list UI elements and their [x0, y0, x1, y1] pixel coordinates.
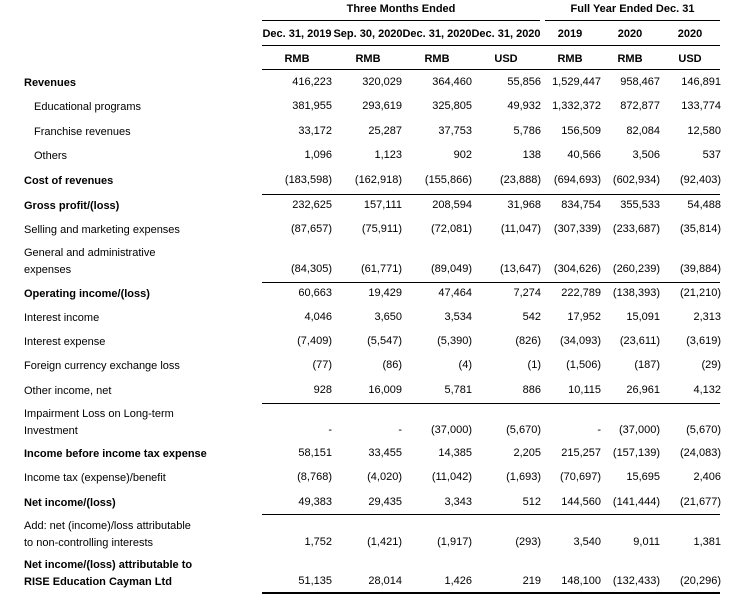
table-row	[0, 124, 730, 141]
header-period: Dec. 31, 2020	[471, 28, 541, 40]
row-label: Cost of revenues	[24, 175, 114, 187]
table-row	[0, 286, 730, 303]
row-label: Gross profit/(loss)	[24, 200, 120, 212]
row-label: Revenues	[24, 77, 76, 89]
table-cell: 10,115	[568, 384, 601, 396]
table-cell: (155,866)	[424, 174, 472, 186]
row-label-line: to non-controlling interests	[24, 537, 154, 549]
table-cell: 834,754	[561, 199, 601, 211]
table-cell: (37,000)	[619, 424, 660, 436]
table-cell: 2,406	[693, 471, 721, 483]
table-cell: 5,786	[513, 125, 541, 137]
table-cell: 148,100	[561, 575, 601, 587]
table-cell: 364,460	[432, 76, 472, 88]
table-cell: (37,000)	[431, 424, 472, 436]
table-cell: 16,009	[368, 384, 402, 396]
table-cell: 9,011	[633, 536, 660, 548]
table-cell: 4,132	[693, 384, 721, 396]
header-period: Dec. 31, 2019	[262, 28, 332, 40]
table-cell: (35,814)	[680, 223, 721, 235]
table-cell: (61,771)	[361, 263, 402, 275]
table-cell: (183,598)	[284, 174, 332, 186]
row-label-line: General and administrative	[24, 247, 156, 259]
table-row	[0, 245, 730, 279]
table-cell: 28,014	[368, 575, 402, 587]
table-cell: 872,877	[620, 100, 660, 112]
table-cell: 4,046	[304, 311, 332, 323]
table-rule	[262, 69, 720, 70]
table-cell: 33,455	[368, 447, 402, 459]
table-cell: (23,611)	[619, 335, 660, 347]
table-cell: 25,287	[368, 125, 402, 137]
table-row	[0, 518, 730, 552]
row-label-line: Investment	[24, 425, 78, 437]
table-row	[0, 222, 730, 239]
row-label-line: RISE Education Cayman Ltd	[24, 576, 172, 588]
table-cell: 3,540	[573, 536, 601, 548]
table-cell: (77)	[312, 359, 332, 371]
table-cell: 381,955	[292, 100, 332, 112]
row-label: Selling and marketing expenses	[24, 224, 180, 236]
table-cell: (5,670)	[506, 424, 541, 436]
header-period: Sep. 30, 2020	[333, 28, 403, 40]
table-cell: (157,139)	[612, 447, 660, 459]
table-cell: 2,313	[693, 311, 721, 323]
table-cell: 1,096	[304, 149, 332, 161]
table-row	[0, 470, 730, 487]
table-cell: (21,210)	[680, 287, 721, 299]
table-cell: (24,083)	[680, 447, 721, 459]
row-label-line: Add: net (income)/loss attributable	[24, 520, 191, 532]
table-cell: (11,047)	[500, 223, 541, 235]
table-cell: (1,421)	[367, 536, 402, 548]
table-cell: (29)	[701, 359, 721, 371]
table-cell: 215,257	[561, 447, 601, 459]
row-label: Income before income tax expense	[24, 448, 207, 460]
table-cell: 537	[702, 149, 721, 161]
row-label: Interest expense	[24, 336, 106, 348]
table-cell: 49,383	[298, 496, 332, 508]
table-cell: 14,385	[438, 447, 472, 459]
table-cell: 37,753	[438, 125, 472, 137]
table-cell: 928	[313, 384, 332, 396]
table-cell: 208,594	[432, 199, 472, 211]
table-cell: (260,239)	[612, 263, 660, 275]
table-row	[0, 148, 730, 165]
table-cell: 146,891	[681, 76, 721, 88]
row-label	[24, 406, 174, 440]
header-period: Dec. 31, 2020	[402, 28, 472, 40]
table-cell: 55,856	[507, 76, 541, 88]
table-cell: (3,619)	[686, 335, 721, 347]
table-cell: (84,305)	[291, 263, 332, 275]
header-currency: RMB	[557, 53, 583, 65]
header-currency: RMB	[284, 53, 310, 65]
table-cell: -	[328, 424, 332, 436]
table-cell: (233,687)	[612, 223, 660, 235]
table-cell: -	[597, 424, 601, 436]
table-cell: 82,084	[626, 125, 660, 137]
table-cell: 3,534	[444, 311, 472, 323]
table-row	[0, 358, 730, 375]
table-cell: 156,509	[561, 125, 601, 137]
table-cell: (5,670)	[686, 424, 721, 436]
header-currency: USD	[494, 53, 518, 65]
table-cell: (694,693)	[553, 174, 601, 186]
table-cell: 512	[522, 496, 541, 508]
row-label	[24, 245, 155, 279]
table-row	[0, 406, 730, 440]
table-cell: 144,560	[561, 496, 601, 508]
table-cell: 31,968	[507, 199, 541, 211]
table-row	[0, 383, 730, 400]
table-cell: (75,911)	[361, 223, 402, 235]
table-cell: (23,888)	[500, 174, 541, 186]
table-cell: 7,274	[513, 287, 541, 299]
table-cell: 416,223	[292, 76, 332, 88]
table-cell: 293,619	[362, 100, 402, 112]
row-label: Interest income	[24, 312, 100, 324]
header-period: 2019	[557, 28, 583, 40]
header-period: 2020	[617, 28, 643, 40]
table-cell: (20,296)	[680, 575, 721, 587]
table-cell: 219	[522, 575, 541, 587]
table-rule	[262, 403, 720, 404]
table-cell: (1,506)	[566, 359, 601, 371]
table-cell: 17,952	[567, 311, 601, 323]
row-label: Income tax (expense)/benefit	[24, 472, 166, 484]
table-cell: (187)	[634, 359, 660, 371]
table-cell: 54,488	[687, 199, 721, 211]
table-cell: 1,332,372	[552, 100, 601, 112]
table-rule	[262, 194, 720, 195]
table-cell: 1,123	[374, 149, 402, 161]
table-cell: 3,506	[632, 149, 660, 161]
row-label: Operating income/(loss)	[24, 288, 150, 300]
table-rule	[262, 20, 540, 21]
table-cell: 51,135	[298, 575, 332, 587]
table-cell: 133,774	[681, 100, 721, 112]
table-row	[0, 557, 730, 591]
table-cell: (89,049)	[431, 263, 472, 275]
header-currency: RMB	[424, 53, 450, 65]
row-label	[24, 557, 192, 591]
table-cell: (7,409)	[297, 335, 332, 347]
row-label-line: Impairment Loss on Long-term	[24, 408, 174, 420]
table-cell: (70,697)	[560, 471, 601, 483]
table-cell: 3,343	[444, 496, 472, 508]
table-cell: 886	[522, 384, 541, 396]
table-cell: 26,961	[626, 384, 660, 396]
table-cell: 49,932	[507, 100, 541, 112]
table-cell: (1,693)	[506, 471, 541, 483]
table-cell: (5,390)	[437, 335, 472, 347]
table-cell: (21,677)	[680, 496, 721, 508]
table-cell: (72,081)	[431, 223, 472, 235]
table-cell: 232,625	[292, 199, 332, 211]
table-cell: 1,752	[304, 536, 332, 548]
table-rule	[262, 592, 720, 594]
row-label	[24, 518, 191, 552]
table-cell: 15,091	[626, 311, 660, 323]
header-currency: USD	[678, 53, 702, 65]
table-cell: 5,781	[444, 384, 472, 396]
row-label: Other income, net	[24, 385, 112, 397]
table-cell: (602,934)	[612, 174, 660, 186]
table-row	[0, 310, 730, 327]
table-cell: -	[398, 424, 402, 436]
table-cell: 29,435	[368, 496, 402, 508]
table-cell: (1)	[527, 359, 541, 371]
table-cell: (826)	[515, 335, 541, 347]
table-cell: (141,444)	[612, 496, 660, 508]
table-cell: (86)	[382, 359, 402, 371]
table-rule	[545, 20, 720, 21]
table-cell: 1,381	[693, 536, 721, 548]
table-cell: 138	[522, 149, 541, 161]
header-period: 2020	[677, 28, 703, 40]
header-full-year-ended: Full Year Ended Dec. 31	[570, 3, 695, 15]
table-cell: (11,042)	[431, 471, 472, 483]
table-cell: (4)	[458, 359, 472, 371]
table-cell: 2,205	[513, 447, 541, 459]
table-row	[0, 446, 730, 463]
table-row	[0, 495, 730, 512]
table-cell: (162,918)	[354, 174, 402, 186]
table-rule	[262, 45, 720, 46]
table-cell: 60,663	[298, 287, 332, 299]
table-cell: 325,805	[432, 100, 472, 112]
table-cell: 1,426	[444, 575, 472, 587]
table-cell: 12,580	[687, 125, 721, 137]
table-row	[0, 173, 730, 190]
table-row	[0, 198, 730, 215]
table-row	[0, 334, 730, 351]
table-cell: 3,650	[374, 311, 402, 323]
table-cell: (4,020)	[367, 471, 402, 483]
table-cell: 542	[522, 311, 541, 323]
table-cell: (5,547)	[367, 335, 402, 347]
table-cell: (92,403)	[680, 174, 721, 186]
table-cell: (39,884)	[680, 263, 721, 275]
table-cell: 1,529,447	[552, 76, 601, 88]
header-currency: RMB	[355, 53, 381, 65]
table-cell: (87,657)	[291, 223, 332, 235]
table-rule	[262, 282, 720, 283]
header-three-months-ended: Three Months Ended	[346, 3, 456, 15]
table-cell: (1,917)	[437, 536, 472, 548]
header-currency: RMB	[617, 53, 643, 65]
table-cell: 15,695	[626, 471, 660, 483]
table-cell: (307,339)	[553, 223, 601, 235]
table-cell: (293)	[515, 536, 541, 548]
table-cell: (13,647)	[500, 263, 541, 275]
row-label-line: Net income/(loss) attributable to	[24, 559, 193, 571]
table-cell: 320,029	[362, 76, 402, 88]
row-label: Educational programs	[34, 101, 142, 113]
table-cell: 902	[453, 149, 472, 161]
table-cell: 355,533	[620, 199, 660, 211]
table-cell: 47,464	[438, 287, 472, 299]
table-cell: (304,626)	[553, 263, 601, 275]
table-row	[0, 99, 730, 116]
row-label: Net income/(loss)	[24, 497, 116, 509]
table-row	[0, 75, 730, 92]
table-cell: 40,566	[567, 149, 601, 161]
table-cell: 58,151	[298, 447, 332, 459]
row-label: Others	[34, 150, 68, 162]
row-label-line: expenses	[24, 264, 72, 276]
table-cell: (34,093)	[560, 335, 601, 347]
table-cell: 19,429	[368, 287, 402, 299]
table-cell: 33,172	[298, 125, 332, 137]
row-label: Franchise revenues	[34, 126, 131, 138]
row-label: Foreign currency exchange loss	[24, 360, 180, 372]
table-cell: 157,111	[363, 199, 402, 211]
table-cell: (132,433)	[612, 575, 660, 587]
table-rule	[262, 514, 720, 515]
table-cell: (138,393)	[612, 287, 660, 299]
table-cell: (8,768)	[297, 471, 332, 483]
table-cell: 222,789	[561, 287, 601, 299]
table-cell: 958,467	[620, 76, 660, 88]
